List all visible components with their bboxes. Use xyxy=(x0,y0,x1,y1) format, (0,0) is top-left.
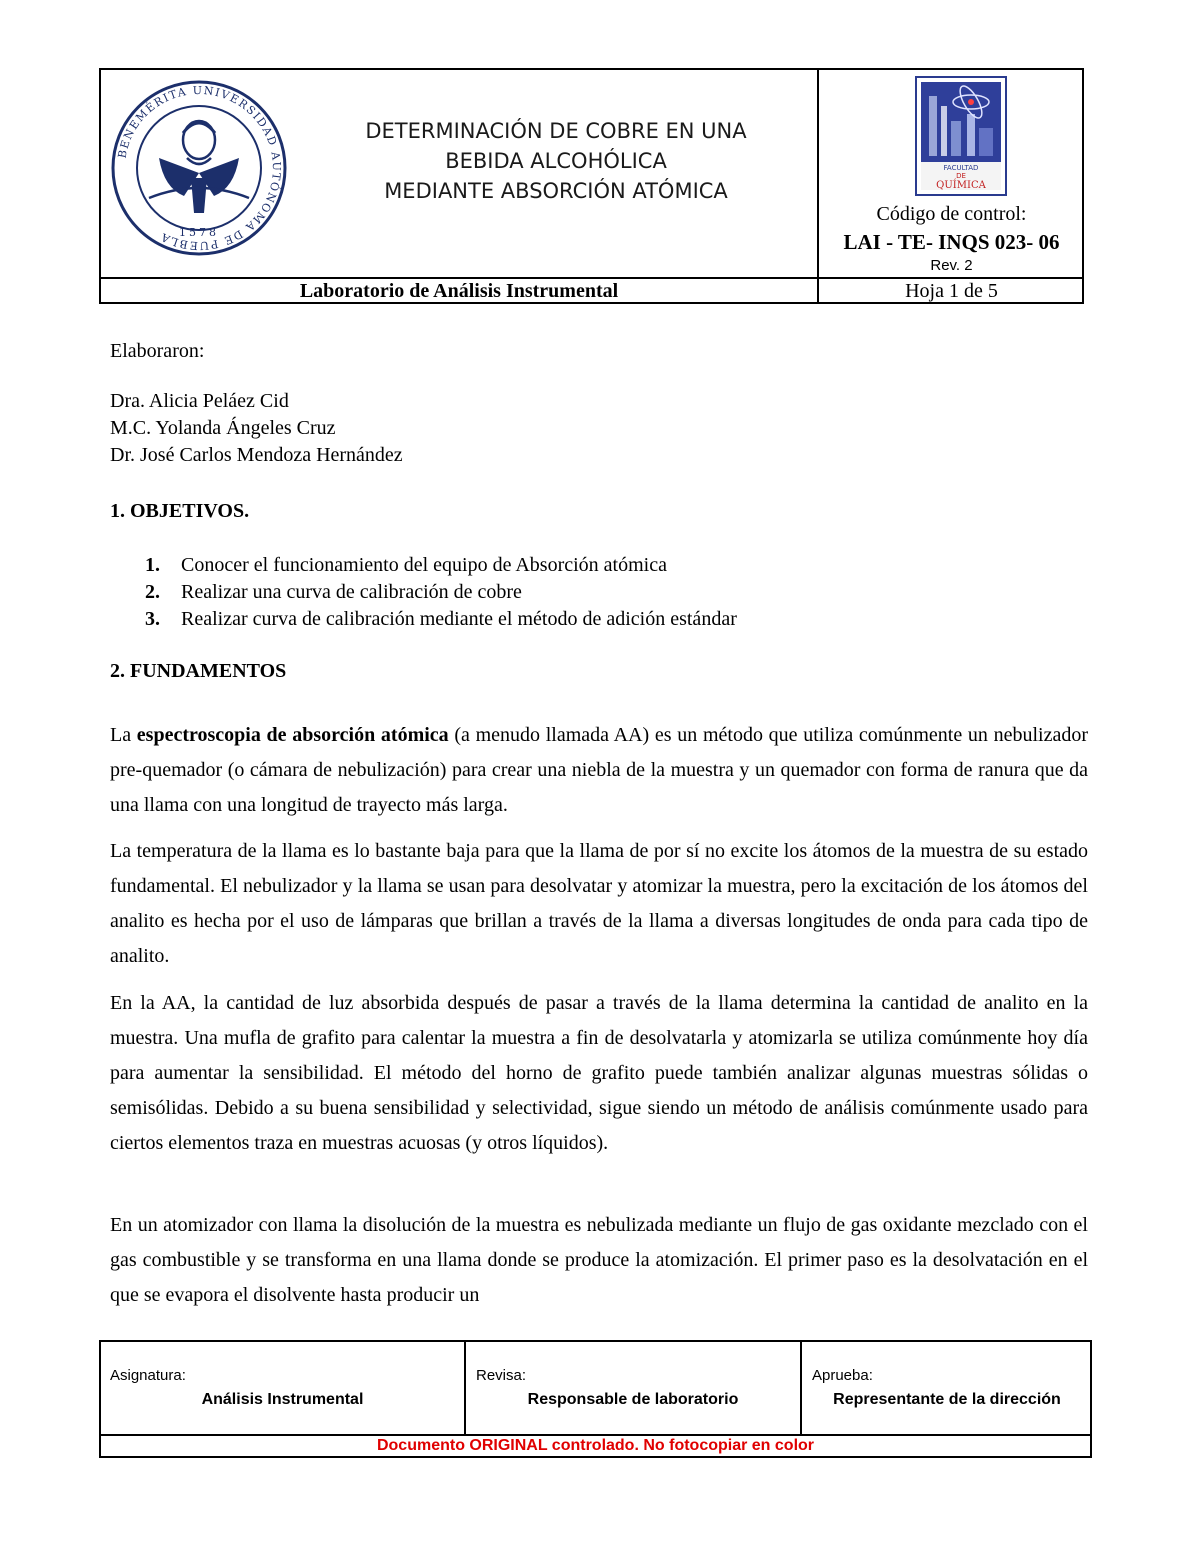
paragraph xyxy=(110,718,1088,823)
list-item xyxy=(145,552,737,579)
controlled-document-note: Documento ORIGINAL controlado. No fotocopiar en color xyxy=(376,1437,815,1454)
control-code-label: Código de control: xyxy=(876,203,1027,225)
page-indicator: Hoja 1 de 5 xyxy=(905,280,998,302)
fundamentals-heading: 2. FUNDAMENTOS xyxy=(110,660,287,682)
approve-label: Aprueba: xyxy=(812,1367,873,1384)
seal-year: 1578 xyxy=(179,226,219,239)
footer-table xyxy=(99,1340,1092,1458)
university-seal-logo xyxy=(109,78,289,258)
faculty-logo-text: QUÍMICA xyxy=(936,180,986,191)
paragraph-text: La xyxy=(110,724,137,746)
author-name: Dr. José Carlos Mendoza Hernández xyxy=(110,444,403,466)
control-code-value: LAI - TE- INQS 023- 06 xyxy=(843,230,1060,254)
faculty-logo xyxy=(915,76,1007,196)
approve-value: Representante de la dirección xyxy=(833,1391,1061,1408)
subject-label: Asignatura: xyxy=(110,1367,186,1384)
list-item xyxy=(145,606,737,633)
header-table xyxy=(99,68,1084,304)
paragraph: En la AA, la cantidad de luz absorbida después de pasar a través de la llama determina la cantidad de analito en la muestra. Una mufla de grafito para calentar la muestra a fin de desolvatarla y atomizarla se utiliza comúnmente hoy día para aumentar la sensibilidad. El método del horno de grafito puede también analizar algunas muestras sólidas o semisólidas. Debido a su buena sensibilidad y selectividad, sigue siendo un método de análisis comúnmente usado para ciertos elementos traza en muestras acuosas (y otros líquidos). xyxy=(110,992,1088,1154)
author-name: Dra. Alicia Peláez Cid xyxy=(110,390,289,412)
paragraph-text: (a menudo llamada AA) es un método que utiliza comúnmente un nebulizador pre-quemador (o cámara de nebulización) para crear una niebla de la muestra y un quemador con forma de ranura que da una llama con una longitud de trayecto más larga. xyxy=(110,724,1088,816)
title-line: BEBIDA ALCOHÓLICA xyxy=(445,149,667,173)
list-item-number: 3. xyxy=(145,608,160,630)
review-label: Revisa: xyxy=(476,1367,527,1384)
footer-divider xyxy=(800,1342,802,1434)
review-value: Responsable de laboratorio xyxy=(527,1391,739,1408)
footer-divider xyxy=(464,1342,466,1434)
faculty-logo-text: FACULTAD xyxy=(943,164,979,172)
list-item-text: Realizar una curva de calibración de cobre xyxy=(181,581,522,603)
objectives-heading: 1. OBJETIVOS. xyxy=(110,500,250,522)
laboratory-name: Laboratorio de Análisis Instrumental xyxy=(299,280,619,302)
list-item xyxy=(145,579,737,606)
list-item-number: 1. xyxy=(145,554,160,576)
title-line: DETERMINACIÓN DE COBRE EN UNA xyxy=(365,119,747,143)
author-name: M.C. Yolanda Ángeles Cruz xyxy=(110,417,336,439)
objectives-list xyxy=(145,552,737,633)
paragraph: La temperatura de la llama es lo bastante baja para que la llama de por sí no excite los átomos de la muestra de su estado fundamental. El nebulizador y la llama se usan para desolvatar y atomizar la muestra, pero la excitación de los átomos del analito es hecha por el uso de lámparas que brillan a través de la llama a diversas longitudes de onda para cada tipo de analito. xyxy=(110,840,1088,967)
list-item-text: Realizar curva de calibración mediante el método de adición estándar xyxy=(181,608,737,630)
seal-text: BENEMÉRITA UNIVERSIDAD AUTÓNOMA DE PUEBLA xyxy=(115,83,284,253)
revision-label: Rev. 2 xyxy=(930,257,973,274)
subject-value: Análisis Instrumental xyxy=(201,1391,364,1408)
faculty-logo-text: DE xyxy=(956,172,966,180)
document-title xyxy=(301,116,811,206)
list-item-text: Conocer el funcionamiento del equipo de Absorción atómica xyxy=(181,554,667,576)
key-term: espectroscopia de absorción atómica xyxy=(136,724,449,746)
list-item-number: 2. xyxy=(145,581,160,603)
authors-label: Elaboraron: xyxy=(110,340,205,362)
paragraph: En un atomizador con llama la disolución de la muestra es nebulizada mediante un flujo de gas oxidante mezclado con el gas combustible y se transforma en una llama donde se produce la atomización. El primer paso es la desolvatación en el que se evapora el disolvente hasta producir un xyxy=(110,1214,1088,1306)
title-line: MEDIANTE ABSORCIÓN ATÓMICA xyxy=(384,179,728,203)
